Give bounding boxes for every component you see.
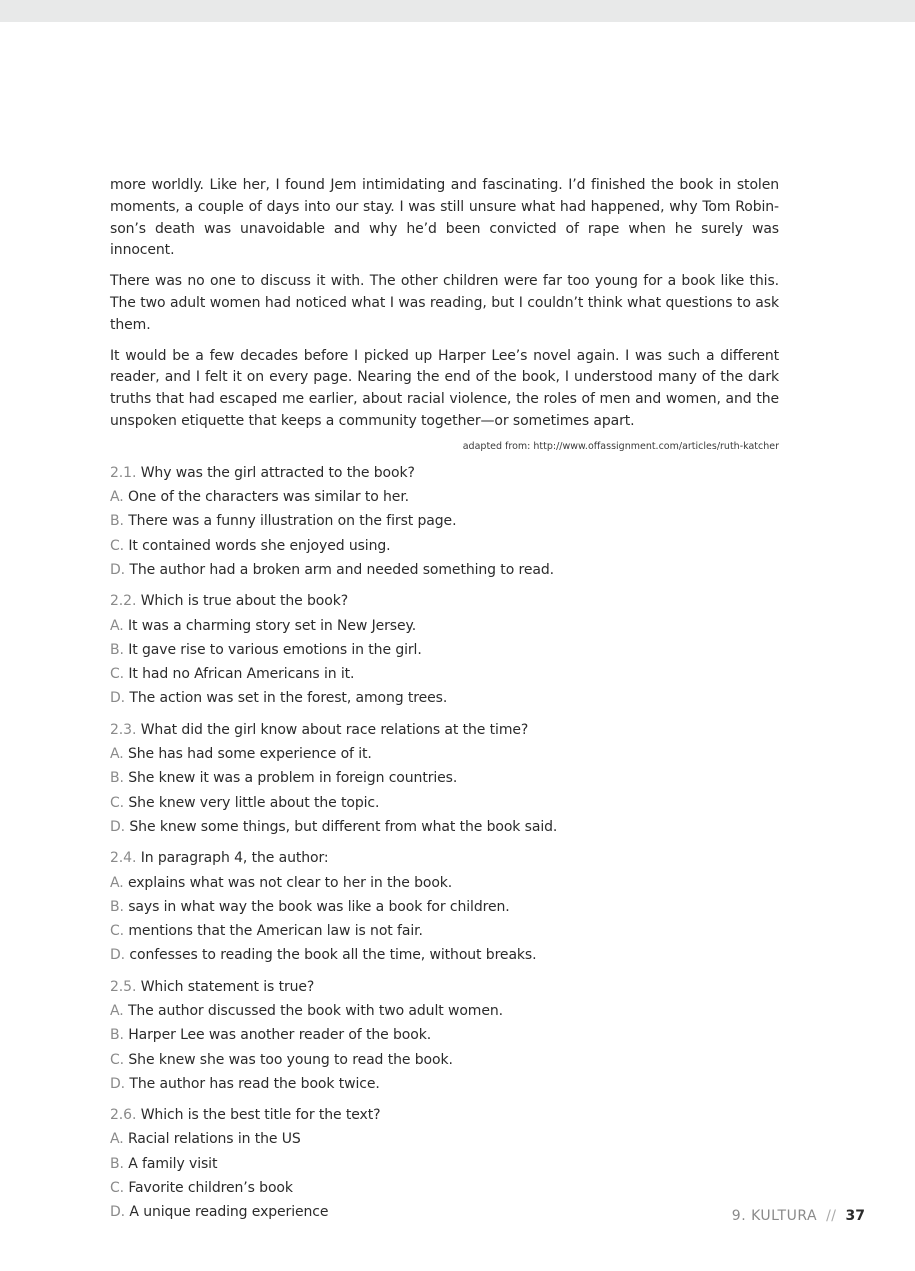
page-footer xyxy=(732,1208,865,1224)
section-label: 9. KULTURA xyxy=(731,1208,818,1224)
option-text: She knew some things, but different from what the book said. xyxy=(129,818,558,835)
answer-option xyxy=(110,1127,779,1151)
option-letter: A. xyxy=(110,617,124,634)
option-letter: B. xyxy=(110,513,124,530)
option-text: One of the characters was similar to her. xyxy=(127,489,410,506)
option-letter: C. xyxy=(110,1051,125,1068)
option-letter: B. xyxy=(110,898,124,915)
answer-option xyxy=(110,558,779,582)
question-text: Why was the girl attracted to the book? xyxy=(140,464,415,481)
question-text: What did the girl know about race relations at the time? xyxy=(140,721,529,738)
question-block xyxy=(110,718,779,839)
option-text: It was a charming story set in New Jersey. xyxy=(127,617,417,634)
top-bar xyxy=(0,0,915,22)
option-letter: A. xyxy=(110,1131,124,1148)
option-text: She has had some experience of it. xyxy=(127,746,372,763)
option-text: There was a funny illustration on the first page. xyxy=(128,513,457,530)
option-letter: A. xyxy=(110,489,124,506)
question-text: Which is true about the book? xyxy=(140,593,349,610)
question-list xyxy=(110,461,779,1225)
answer-option xyxy=(110,534,779,558)
question-number: 2.4. xyxy=(110,850,137,867)
option-letter: C. xyxy=(110,537,125,554)
answer-option xyxy=(110,742,779,766)
page-content xyxy=(110,175,779,1232)
answer-option xyxy=(110,509,779,533)
option-letter: D. xyxy=(110,690,126,707)
question-stem xyxy=(110,461,779,485)
option-text: The action was set in the forest, among trees. xyxy=(129,690,448,707)
option-text: The author discussed the book with two adult women. xyxy=(127,1003,503,1019)
question-stem xyxy=(110,846,779,870)
option-text: Racial relations in the US xyxy=(127,1131,301,1148)
option-letter: B. xyxy=(110,641,124,658)
option-text: confesses to reading the book all the time, without breaks. xyxy=(129,947,537,964)
question-stem xyxy=(110,1103,779,1127)
option-letter: D. xyxy=(110,1204,126,1221)
option-letter: D. xyxy=(110,818,126,835)
option-letter: B. xyxy=(110,1027,124,1044)
answer-option xyxy=(110,919,779,943)
answer-option xyxy=(110,662,779,686)
answer-option xyxy=(110,1048,779,1072)
answer-option xyxy=(110,1023,779,1047)
option-text: mentions that the American law is not fair. xyxy=(128,923,423,940)
question-number: 2.5. xyxy=(110,978,137,995)
answer-option xyxy=(110,895,779,919)
paragraph: There was no one to discuss it with. The other children were far too young for a book like this. The two adult women had noticed what I was reading, but I couldn’t think what questions to ask them. xyxy=(110,273,779,333)
option-letter: A. xyxy=(110,874,124,891)
option-text: She knew it was a problem in foreign countries. xyxy=(128,770,458,787)
paragraph: It would be a few decades before I picked up Harper Lee’s novel again. I was such a different reader, and I felt it on every page. Nearing the end of the book, I understood many of the dark truths that had escaped me earlier, about racial violence, the roles of men and women, and the unspoken etiquette that keeps a community together—or sometimes apart. xyxy=(110,347,779,429)
answer-option xyxy=(110,638,779,662)
option-text: It gave rise to various emotions in the girl. xyxy=(128,641,422,658)
option-letter: A. xyxy=(110,1003,124,1019)
question-text: In paragraph 4, the author: xyxy=(140,850,329,867)
source-citation: adapted from: http://www.offassignment.com/articles/ruth-katcher xyxy=(462,440,779,452)
answer-option xyxy=(110,1200,779,1224)
option-text: A family visit xyxy=(128,1155,218,1172)
question-text: Which statement is true? xyxy=(140,978,315,995)
option-text: explains what was not clear to her in the book. xyxy=(127,874,453,891)
question-stem xyxy=(110,975,779,999)
answer-option xyxy=(110,871,779,895)
question-block xyxy=(110,975,779,1096)
option-letter: B. xyxy=(110,770,124,787)
answer-option xyxy=(110,614,779,638)
option-letter: D. xyxy=(110,1075,126,1092)
answer-option xyxy=(110,766,779,790)
page-number: 37 xyxy=(845,1208,865,1224)
option-text: The author has read the book twice. xyxy=(129,1075,380,1092)
question-text: Which is the best title for the text? xyxy=(140,1107,381,1124)
question-block xyxy=(110,461,779,582)
option-text: She knew she was too young to read the book. xyxy=(128,1051,453,1068)
option-letter: C. xyxy=(110,794,125,811)
question-number: 2.6. xyxy=(110,1107,137,1124)
option-letter: D. xyxy=(110,947,126,964)
question-stem xyxy=(110,718,779,742)
answer-option xyxy=(110,485,779,509)
paragraph: more worldly. Like her, I found Jem intimidating and fascinating. I’d finished the book in stolen moments, a couple of days into our stay. I was still unsure what had happened, why Tom Robin-son’s death was unavoidable and why he’d been convicted of rape when he surely was innocent. xyxy=(110,177,779,259)
option-text: It contained words she enjoyed using. xyxy=(128,537,391,554)
option-text: says in what way the book was like a book for children. xyxy=(128,898,510,915)
answer-option xyxy=(110,943,779,967)
question-stem xyxy=(110,589,779,613)
question-number: 2.1. xyxy=(110,464,137,481)
option-letter: A. xyxy=(110,746,124,763)
footer-separator: // xyxy=(826,1208,837,1224)
option-letter: C. xyxy=(110,1180,125,1197)
answer-option xyxy=(110,1176,779,1200)
option-text: It had no African Americans in it. xyxy=(128,666,355,683)
question-number: 2.3. xyxy=(110,721,137,738)
question-number: 2.2. xyxy=(110,593,137,610)
option-letter: D. xyxy=(110,561,126,578)
option-letter: C. xyxy=(110,923,125,940)
answer-option xyxy=(110,686,779,710)
question-block xyxy=(110,589,779,710)
option-letter: B. xyxy=(110,1155,124,1172)
option-text: Favorite children’s book xyxy=(128,1180,293,1197)
answer-option xyxy=(110,791,779,815)
answer-option xyxy=(110,815,779,839)
option-text: A unique reading experience xyxy=(129,1204,329,1221)
question-block xyxy=(110,1103,779,1224)
answer-option xyxy=(110,1072,779,1096)
option-text: She knew very little about the topic. xyxy=(128,794,380,811)
option-text: Harper Lee was another reader of the book. xyxy=(128,1027,432,1044)
answer-option xyxy=(110,1152,779,1176)
answer-option xyxy=(110,999,779,1023)
option-letter: C. xyxy=(110,666,125,683)
question-block xyxy=(110,846,779,967)
option-text: The author had a broken arm and needed something to read. xyxy=(129,561,554,578)
